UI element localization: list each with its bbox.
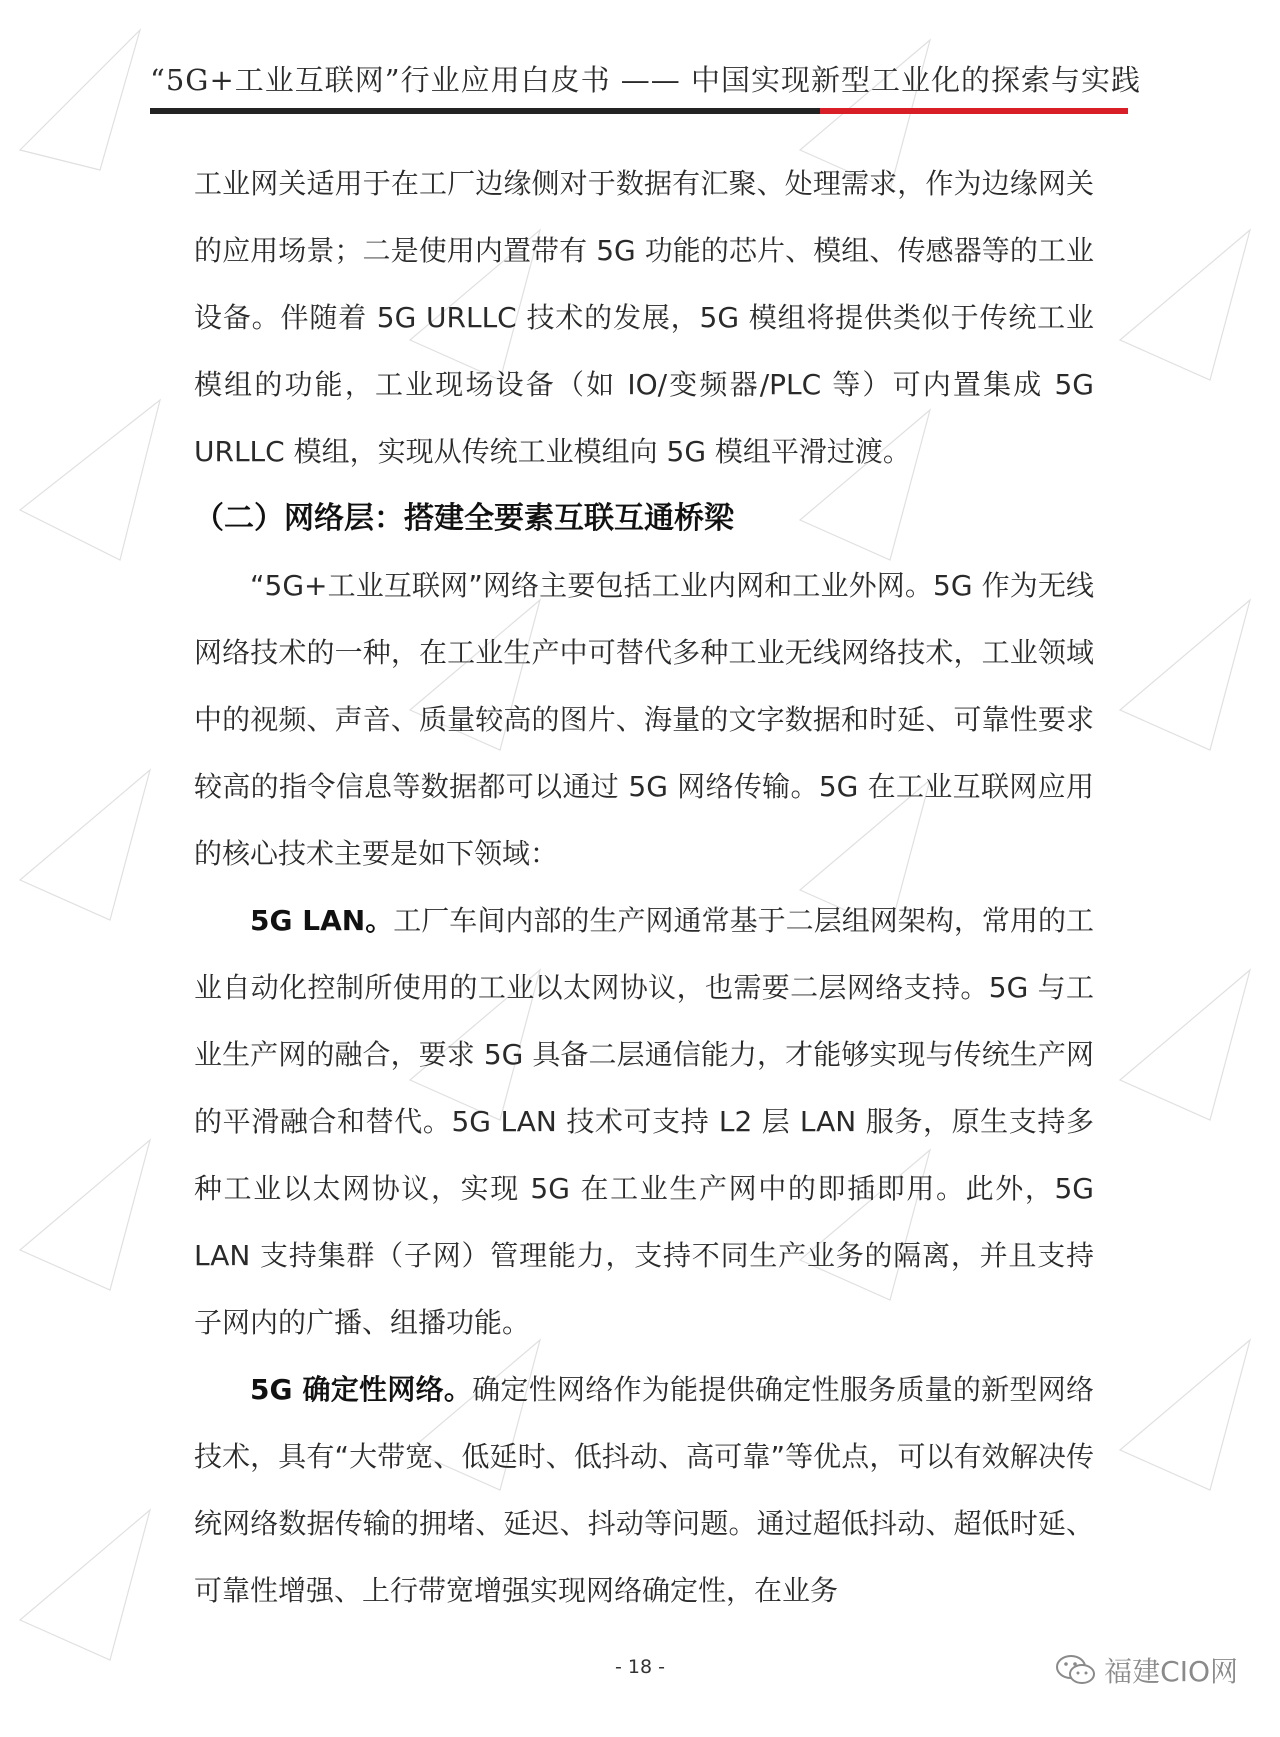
lead-deterministic-network: 5G 确定性网络。 <box>250 1373 473 1406</box>
page-header-title: “5G+工业互联网”行业应用白皮书 —— 中国实现新型工业化的探索与实践 <box>150 63 1142 97</box>
page-number: - 18 - <box>615 1656 665 1678</box>
wechat-icon <box>1054 1652 1098 1688</box>
footer-brand <box>1054 1650 1238 1690</box>
section-heading: （二）网络层：搭建全要素互联互通桥梁 <box>194 501 734 536</box>
paragraph-deterministic-network <box>194 1356 1094 1624</box>
document-body <box>194 150 1094 1624</box>
header-rule-dark <box>150 108 820 114</box>
body-deterministic-network: 确定性网络作为能提供确定性服务质量的新型网络技术，具有“大带宽、低延时、低抖动、高可靠”等优点，可以有效解决传统网络数据传输的拥堵、延迟、抖动等问题。通过超低抖动、超低时延、可靠性增强、上行带宽增强实现网络确定性，在业务 <box>194 1373 1094 1607</box>
lead-5g-lan: 5G LAN。 <box>250 904 394 937</box>
body-5g-lan: 工厂车间内部的生产网通常基于二层组网架构，常用的工业自动化控制所使用的工业以太网协议，也需要二层网络支持。5G 与工业生产网的融合，要求 5G 具备二层通信能力，才能够实现与传统生产网的平滑融合和替代。5G LAN 技术可支持 L2 层 LAN 服务，原生支持多种工业以太网协议，实现 5G 在工业生产网中的即插即用。此外，5G LAN 支持集群（子网）管理能力，支持不同生产业务的隔离，并且支持子网内的广播、组播功能。 <box>194 904 1094 1339</box>
header-rule-red <box>820 108 1128 114</box>
paragraph-gateway: 工业网关适用于在工厂边缘侧对于数据有汇聚、处理需求，作为边缘网关的应用场景；二是使用内置带有 5G 功能的芯片、模组、传感器等的工业设备。伴随着 5G URLLC 技术的发展，5G 模组将提供类似于传统工业模组的功能，工业现场设备（如 IO/变频器/PLC 等）可内置集成 5G URLLC 模组，实现从传统工业模组向 5G 模组平滑过渡。 <box>194 167 1094 468</box>
paragraph-5g-lan <box>194 887 1094 1356</box>
brand-name: 福建CIO网 <box>1104 1655 1238 1688</box>
paragraph-network-intro: “5G+工业互联网”网络主要包括工业内网和工业外网。5G 作为无线网络技术的一种，在工业生产中可替代多种工业无线网络技术，工业领域中的视频、声音、质量较高的图片、海量的文字数据和时延、可靠性要求较高的指令信息等数据都可以通过 5G 网络传输。5G 在工业互联网应用的核心技术主要是如下领域： <box>194 569 1094 870</box>
